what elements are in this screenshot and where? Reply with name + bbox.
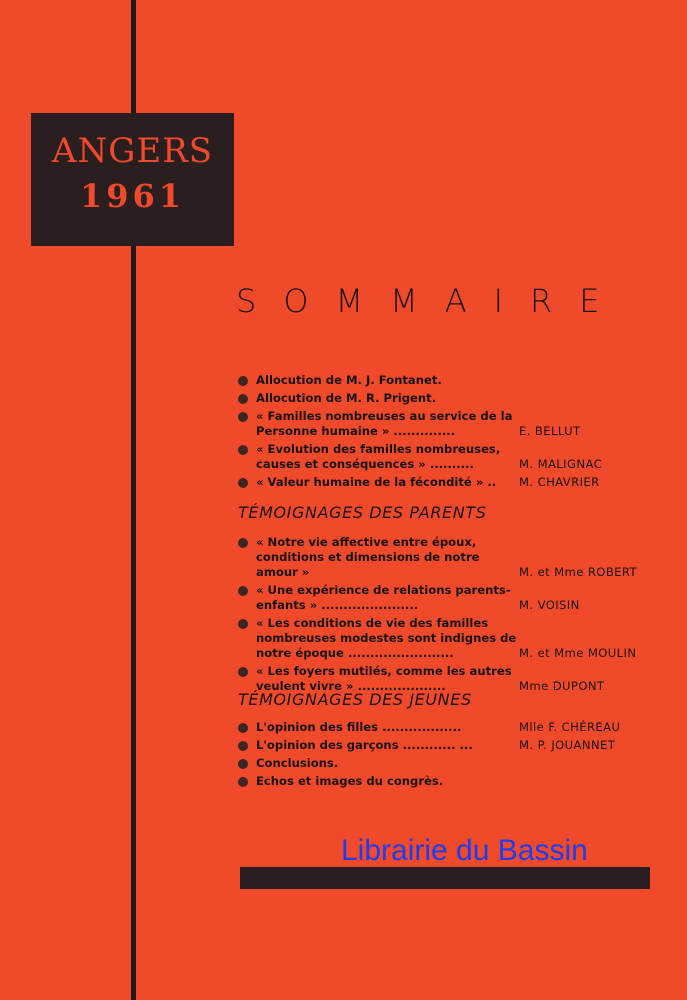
cover-title-box [31, 113, 234, 246]
bullet-icon [238, 478, 248, 488]
toc-item: « Une expérience de relations parents-enfants » ...................... M. VOISIN [236, 583, 656, 613]
toc-item: Conclusions. [236, 756, 656, 771]
bullet-icon [238, 777, 248, 787]
toc-item: L'opinion des filles .................. Mlle F. CHÉREAU [236, 720, 656, 735]
bullet-icon [238, 586, 248, 596]
toc-group-parents [236, 535, 656, 697]
bullet-icon [238, 412, 248, 422]
toc-item: « Les foyers mutilés, comme les autres veulent vivre » .................... Mme DUPONT [236, 664, 656, 694]
section-heading-youth: TÉMOIGNAGES DES JEUNES [238, 690, 472, 709]
bullet-icon [238, 394, 248, 404]
toc-item: L'opinion des garçons ............ ... M. P. JOUANNET [236, 738, 656, 753]
toc-group-youth [236, 720, 656, 792]
footer-bar [240, 867, 650, 889]
toc-item: « Valeur humaine de la fécondité » .. M. CHAVRIER [236, 475, 656, 490]
page-title: SOMMAIRE [236, 282, 627, 320]
toc-item: Echos et images du congrès. [236, 774, 656, 789]
bullet-icon [238, 723, 248, 733]
bullet-icon [238, 667, 248, 677]
bullet-icon [238, 619, 248, 629]
cover-city: ANGERS [51, 131, 214, 171]
cover-year: 1961 [79, 177, 186, 215]
toc-item: Allocution de M. J. Fontanet. [236, 373, 656, 388]
toc-item: « Familles nombreuses au service de la Personne humaine » .............. E. BELLUT [236, 409, 656, 439]
watermark-text: Librairie du Bassin [341, 834, 588, 867]
toc-group-main [236, 373, 656, 493]
bullet-icon [238, 741, 248, 751]
bullet-icon [238, 759, 248, 769]
toc-item: « Les conditions de vie des familles nombreuses modestes sont indignes de notre époque ........................ M. et Mme MOULIN [236, 616, 656, 661]
bullet-icon [238, 538, 248, 548]
toc-item: « Evolution des familles nombreuses, causes et conséquences » .......... M. MALIGNAC [236, 442, 656, 472]
toc-item: Allocution de M. R. Prigent. [236, 391, 656, 406]
bullet-icon [238, 445, 248, 455]
toc-item: « Notre vie affective entre époux, conditions et dimensions de notre amour » M. et Mme ROBERT [236, 535, 656, 580]
section-heading-parents: TÉMOIGNAGES DES PARENTS [238, 503, 487, 522]
bullet-icon [238, 376, 248, 386]
